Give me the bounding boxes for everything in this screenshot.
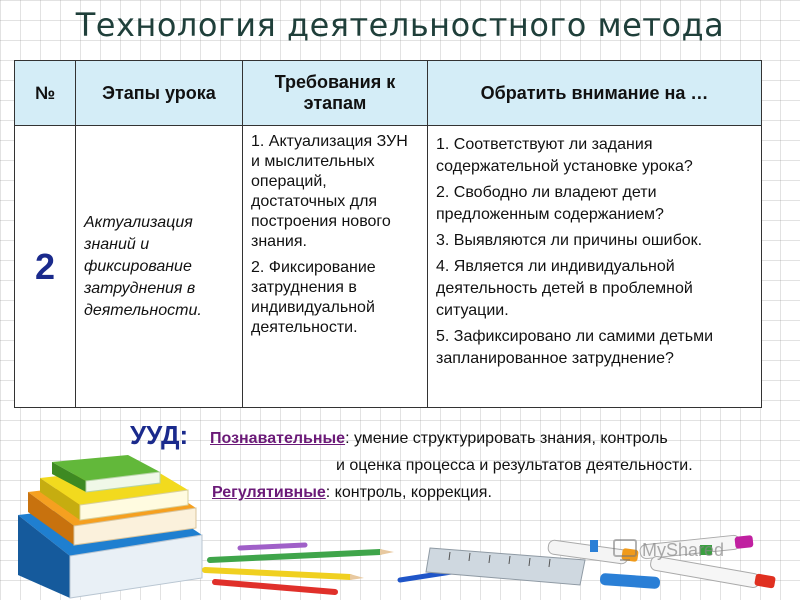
attention-item: 1. Соответствуют ли задания содержательной установке урока? bbox=[436, 136, 693, 175]
attention-item: 2. Свободно ли владеют дети предложенным содержанием? bbox=[436, 184, 664, 223]
uud-cognitive-line bbox=[210, 430, 668, 448]
requirement-item: 2. Фиксирование затруднения в индивидуальной деятельности. bbox=[251, 259, 376, 336]
cognitive-text: : умение структурировать знания, контроль bbox=[345, 430, 668, 447]
attention-item: 4. Является ли индивидуальной деятельность детей в проблемной ситуации. bbox=[436, 258, 693, 319]
cognitive-link[interactable]: Познавательные bbox=[210, 430, 346, 447]
regulative-text: : контроль, коррекция. bbox=[325, 484, 492, 501]
regulative-link[interactable]: Регулятивные bbox=[212, 484, 326, 501]
attention-item: 5. Зафиксировано ли самими детьми запланированное затруднение? bbox=[436, 328, 714, 367]
uud-regulative-line bbox=[212, 484, 492, 502]
watermark-text: MyShared bbox=[642, 540, 725, 560]
uud-label: УУД: bbox=[130, 420, 189, 450]
header-attention: Обратить внимание на … bbox=[428, 61, 762, 126]
header-stages: Этапы урока bbox=[76, 61, 243, 126]
header-requirements: Требования к этапам bbox=[243, 61, 428, 126]
header-number: № bbox=[15, 61, 76, 126]
stage-name: Актуализация знаний и фиксирование затруднения в деятельности. bbox=[76, 126, 243, 408]
pencils bbox=[205, 545, 394, 592]
stage-number: 2 bbox=[34, 245, 56, 287]
uud-cognitive-line-2: и оценка процесса и результатов деятельности. bbox=[336, 457, 693, 474]
page-title: Технология деятельностного метода bbox=[75, 6, 725, 44]
attention-item: 3. Выявляются ли причины ошибок. bbox=[436, 232, 703, 249]
requirement-item: 1. Актуализация ЗУН и мыслительных операций, достаточных для построения нового знания. bbox=[251, 133, 408, 250]
